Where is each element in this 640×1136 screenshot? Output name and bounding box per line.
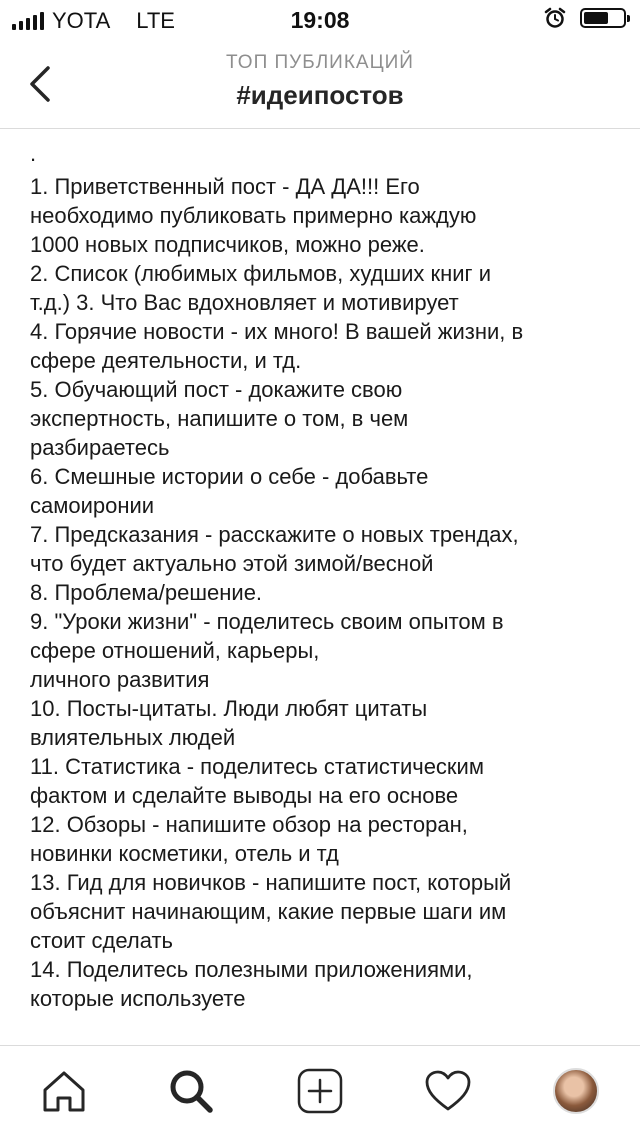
caption-line: влиятельных людей	[30, 725, 236, 750]
home-icon	[40, 1068, 88, 1114]
post-caption	[0, 129, 640, 1045]
caption-line: 6. Смешные истории о себе - добавьте	[30, 464, 429, 489]
caption-line: 4. Горячие новости - их много! В вашей жизни, в	[30, 319, 524, 344]
navigation-header	[0, 40, 640, 129]
caption-line: 1000 новых подписчиков, можно реже.	[30, 232, 425, 257]
battery-icon	[580, 8, 626, 28]
caption-line: 12. Обзоры - напишите обзор на ресторан,	[30, 812, 468, 837]
hashtag-title: #идеипостов	[236, 80, 404, 110]
caption-line: стоит сделать	[30, 928, 174, 953]
caption-line: что будет актуально этой зимой/весной	[30, 551, 434, 576]
add-post-icon	[296, 1067, 344, 1115]
tab-home[interactable]	[39, 1066, 89, 1116]
caption-lines	[30, 139, 630, 1013]
tab-add-post[interactable]	[295, 1066, 345, 1116]
status-bar	[0, 0, 640, 40]
caption-line: т.д.) 3. Что Вас вдохновляет и мотивирует	[30, 290, 459, 315]
network-label: LTE	[136, 8, 175, 33]
caption-line: .	[30, 141, 37, 166]
caption-line: 8. Проблема/решение.	[30, 580, 263, 605]
caption-line: 14. Поделитесь полезными приложениями,	[30, 957, 473, 982]
bottom-tab-bar	[0, 1045, 640, 1136]
profile-avatar	[553, 1068, 599, 1114]
tab-activity[interactable]	[423, 1066, 473, 1116]
caption-line: 5. Обучающий пост - докажите свою	[30, 377, 403, 402]
caption-line: сфере отношений, карьеры,	[30, 638, 320, 663]
caption-line: необходимо публиковать примерно каждую	[30, 203, 477, 228]
caption-line: объяснит начинающим, какие первые шаги им	[30, 899, 507, 924]
caption-line: 1. Приветственный пост - ДА ДА!!! Его	[30, 174, 420, 199]
caption-line: новинки косметики, отель и тд	[30, 841, 339, 866]
tab-search[interactable]	[166, 1066, 216, 1116]
heart-icon	[424, 1069, 472, 1113]
caption-line: 7. Предсказания - расскажите о новых трендах,	[30, 522, 519, 547]
clock: 19:08	[290, 7, 350, 33]
status-right	[544, 7, 626, 29]
search-icon	[167, 1067, 215, 1115]
caption-line: 13. Гид для новичков - напишите пост, который	[30, 870, 512, 895]
alarm-icon	[544, 7, 566, 29]
caption-line: 2. Список (любимых фильмов, худших книг и	[30, 261, 491, 286]
header-subtitle: ТОП ПУБЛИКАЦИЙ	[226, 52, 414, 73]
caption-line: разбираетесь	[30, 435, 170, 460]
carrier-label: YOTA	[52, 8, 111, 33]
caption-line: сфере деятельности, и тд.	[30, 348, 302, 373]
caption-line: экспертность, напишите о том, в чем	[30, 406, 409, 431]
caption-line: 10. Посты-цитаты. Люди любят цитаты	[30, 696, 428, 721]
caption-line: которые используете	[30, 986, 246, 1011]
caption-line: 9. "Уроки жизни" - поделитесь своим опытом в	[30, 609, 504, 634]
tab-profile[interactable]	[551, 1066, 601, 1116]
caption-line: самоиронии	[30, 493, 155, 518]
caption-line: 11. Статистика - поделитесь статистическим	[30, 754, 484, 779]
caption-line: фактом и сделайте выводы на его основе	[30, 783, 459, 808]
caption-line: личного развития	[30, 667, 210, 692]
